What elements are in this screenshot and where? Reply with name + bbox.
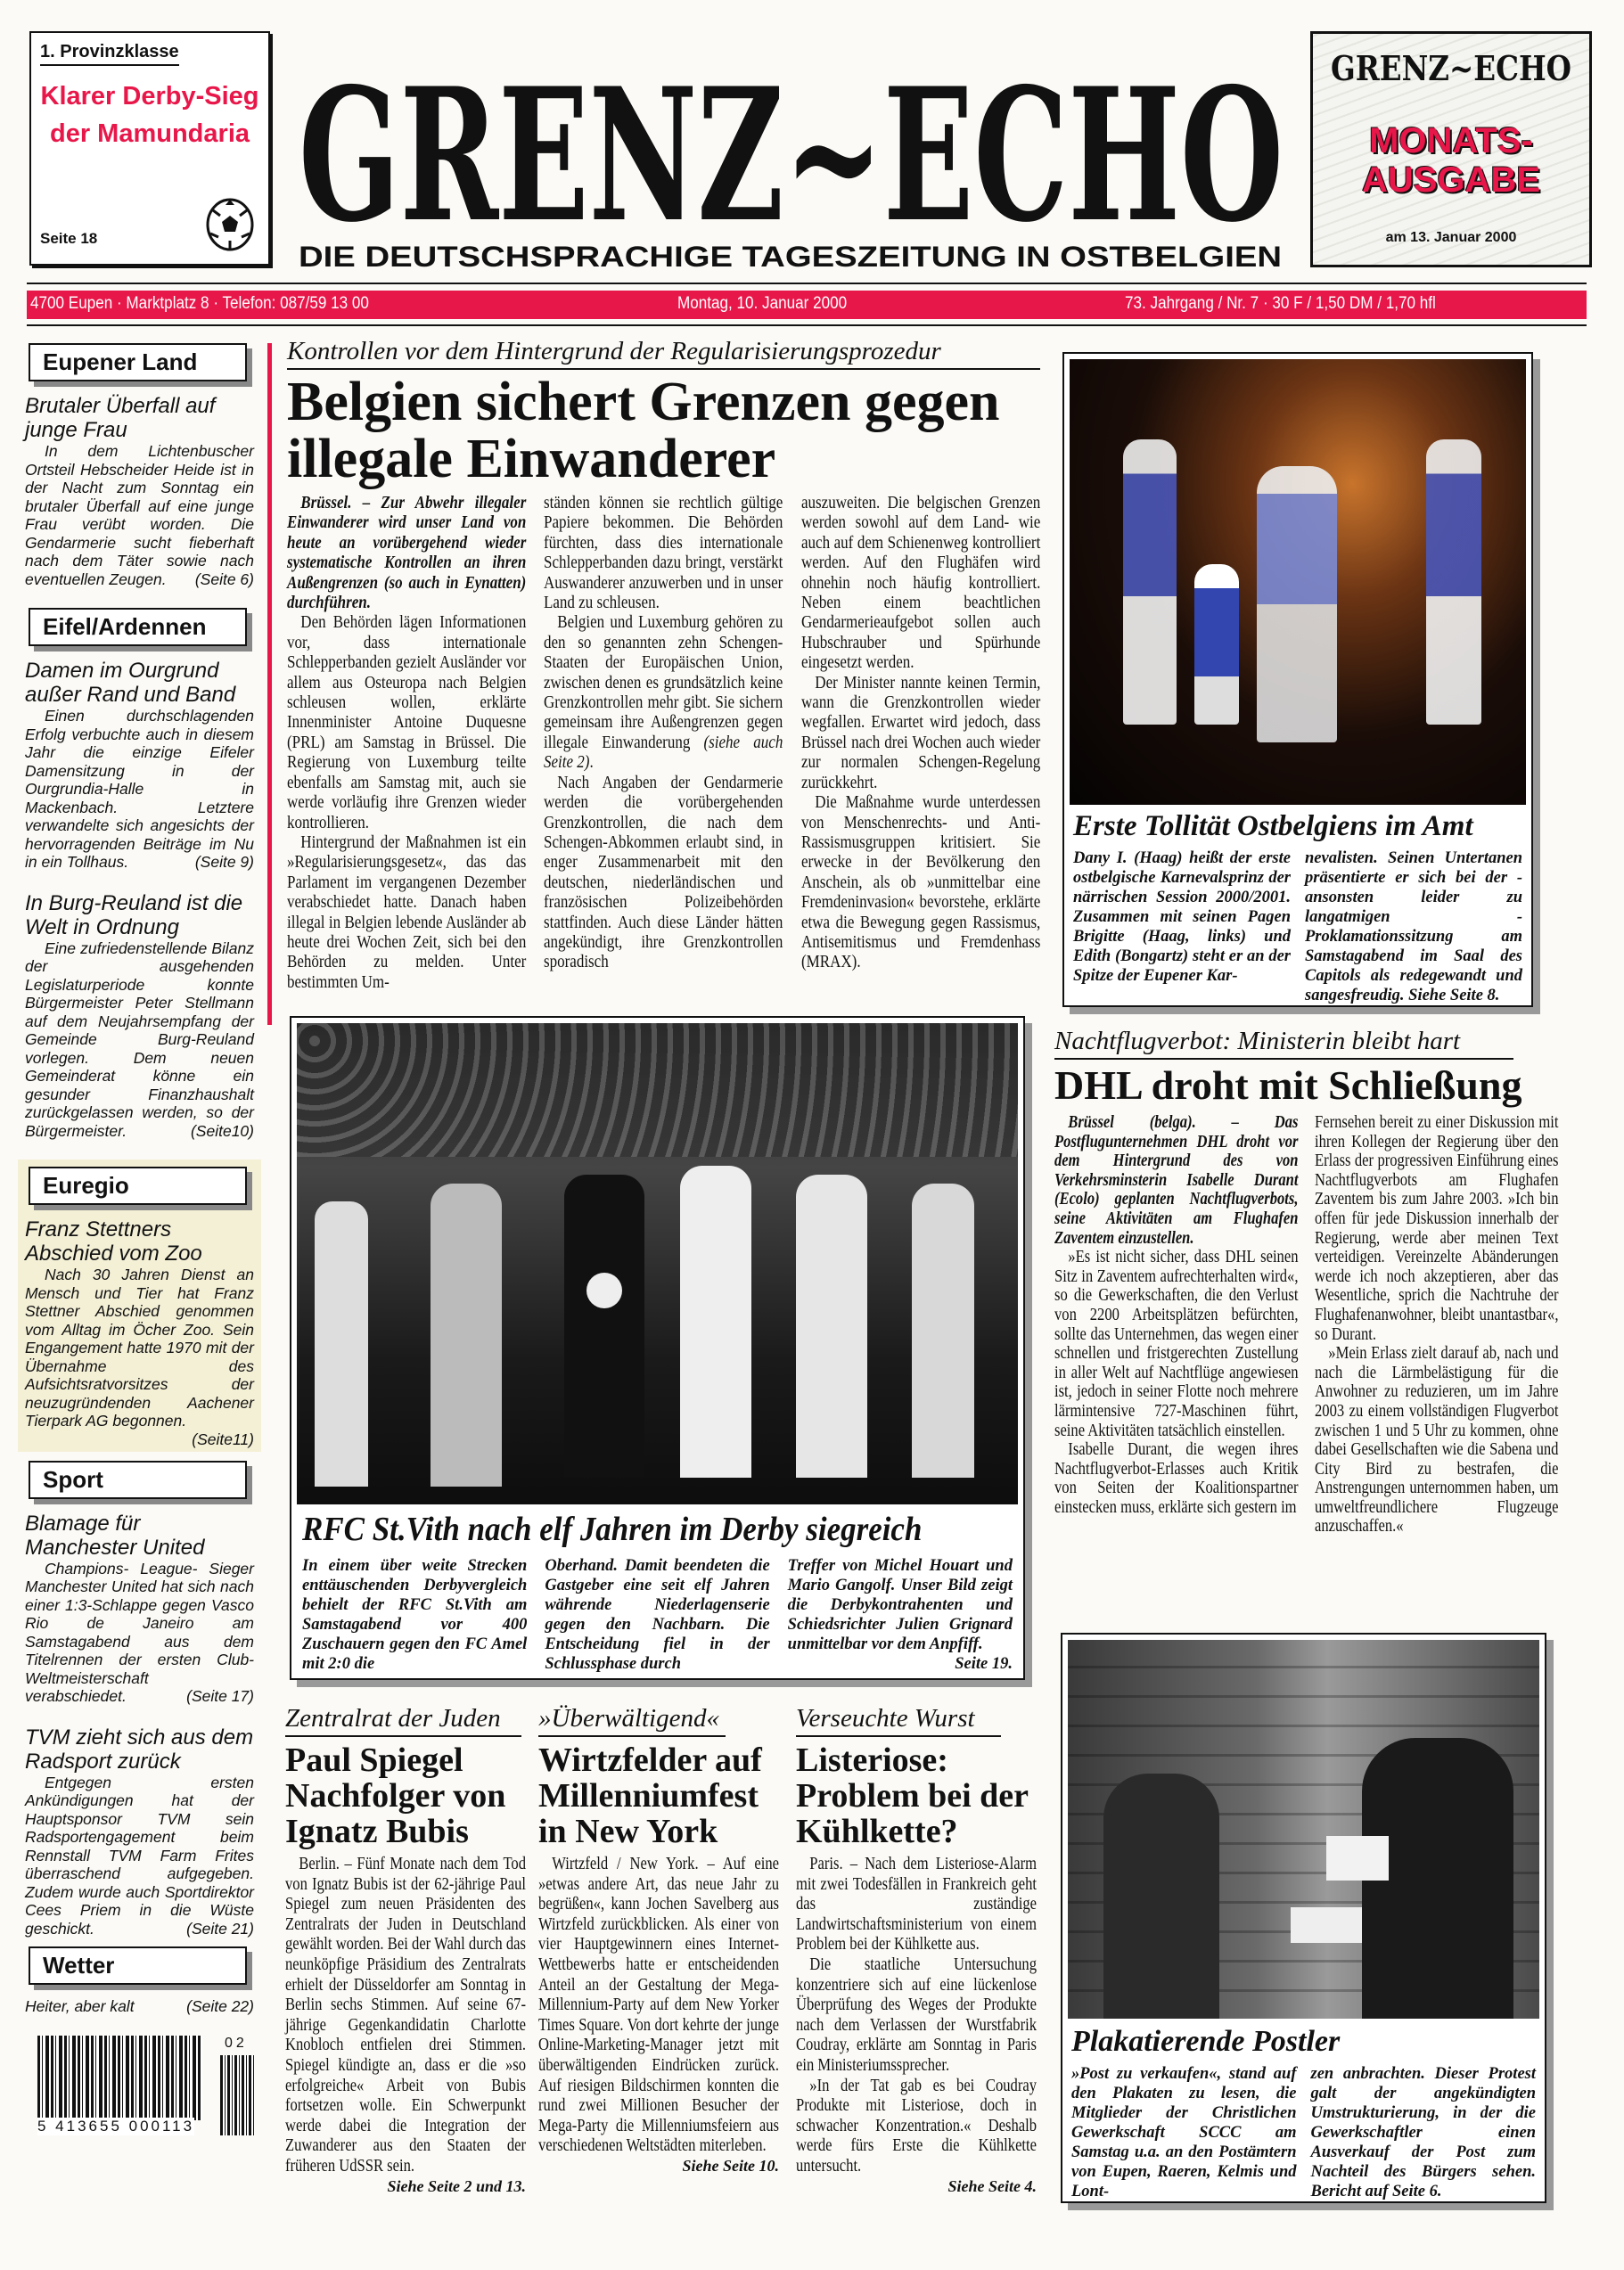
dhl-article <box>1054 1027 1558 1537</box>
info-bar <box>27 291 1587 319</box>
sidebar-item-text: Champions- League- Sieger Manchester United hat sich nach einer 1:3-Schlappe gegen Vasco Rio de Janeiro am Samstagabend aus dem Titelrennen der ersten Club-Weltmeisterschaft verabschiedet. (Seite 17) <box>25 1559 254 1705</box>
caption-text: Oberhand. Damit beendeten die Gastgeber eine seit elf Jahren währende Niederlagenserie gegen den Nachbarn. Die Entscheidung fiel in der Schlussphase durch <box>545 1557 770 1673</box>
sidebar-item-text: Eine zufriedenstellende Bilanz der ausgehenden Legislaturperiode konnte Bürgermeister Peter Stellmann auf dem Neujahrsempfang der Gemeinde Burg-Reuland vorlegen. Dem neuen Gemeinderat könne ein gesunder Finanzhaushalt zurückgelassen werden, so der Bürgermeister. (Seite10) <box>25 938 254 1140</box>
article-headline[interactable]: Wirtzfelder auf Millenniumfest in New York <box>538 1741 762 1850</box>
article-body <box>287 493 1040 992</box>
page-ref: Siehe Seite 10. <box>682 2156 779 2175</box>
article-kicker: Verseuchte Wurst <box>796 1704 1001 1737</box>
divider <box>27 324 1587 326</box>
barcode-bars <box>37 2036 202 2120</box>
section-eupener-land[interactable]: Eupener Land <box>29 343 247 381</box>
listeriose-article <box>796 1704 1037 2196</box>
page-ref: (Seite 9) <box>194 853 254 871</box>
paragraph: Wirtzfeld / New York. – Auf eine »etwas andere Art, das neue Jahr zu begrüßen«, kann Jochen Savelberg aus Wirtzfeld zurückblicken. Als einer von vier Hauptgewinnern eines Internet-Wettbewerbs hatte er entscheidenden Anteil an der Gestaltung der Mega-Millennium-Party auf dem New Yorker Times Square. Von dort kehrte der junge Online-Marketing-Manager jetzt mit überwältigenden Eindrücken zurück. Auf riesigen Bildschirmen konnten die rund zwei Millionen Besucher der Mega-Party die Millenniumsfeiern aus verschiedenen Weltstädten miterleben. <box>538 1855 779 2156</box>
svg-text:GRENZ~ECHO: GRENZ~ECHO <box>1331 48 1571 88</box>
sidebar-item-title[interactable]: In Burg-Reuland ist die Welt in Ordnung <box>25 890 243 939</box>
paragraph: »Mein Erlass zielt darauf ab, nach und nach die Lärmbelästigung für die Anwohner zu reduzieren, um im Jahre 2003 zu einem vollständigen Flugverbot zwischen 1 und 5 Uhr zu kommen, ohne dabei Gesellschaften wie die Sabena und City Bird zu bestrafen, die Anstrengungen unternommen haben, um umweltfreundlichere Flugzeuge anzuschaffen.« <box>1314 1344 1558 1537</box>
teaser-headline: Klarer Derby-Sieg der Mamundaria <box>40 82 259 148</box>
teaser-logo <box>1331 50 1571 86</box>
masthead-subtitle-wrap <box>299 237 1284 273</box>
page-ref: (Seite 22) <box>186 1997 254 2015</box>
derby-caption <box>302 1510 1013 1674</box>
section-sport[interactable]: Sport <box>29 1461 247 1499</box>
article-headline[interactable]: Listeriose: Problem bei der Kühlkette? <box>796 1741 1029 1850</box>
sidebar-item-text: In dem Lichtenbuscher Ortsteil Hebscheider Heide ist in der Nacht zum Sonntag ein brutaler Überfall auf eine junge Frau verübt worden. Die Gendarmerie sucht fieberhaft nach dem Täter sowie nach eventuellen Zeugen. (Seite 6) <box>25 442 254 588</box>
caption-headline[interactable]: Erste Tollität Ostbelgiens im Amt <box>1073 810 1473 842</box>
postler-photo[interactable] <box>1068 1640 1539 2019</box>
paragraph: Hintergrund der Maßnahmen ist ein »Regularisierungsgesetz«, das das Parlament im vergangenen Dezember verabschiedet hatte. Danach haben illegal in Belgien lebende Ausländer ab heute drei Wochen Zeit, sich bei den Behörden zu melden. Unter bestimmten Um- <box>287 832 527 992</box>
main-article <box>287 337 1040 992</box>
section-wetter[interactable]: Wetter <box>29 1946 247 1985</box>
page-ref: Seite 19. <box>955 1655 1013 1673</box>
teaser-derby[interactable] <box>29 31 270 266</box>
paragraph: Fernsehen bereit zu einer Diskussion mit ihren Kollegen der Regierung über den Erlass der progressiven Einführung eines Nachtflugverbots am Flughafen Zaventem bis zum Jahre 2003. »Ich bin offen für jede Diskussion innerhalb der Regierung, werde aber meinen Text verteidigen. Vereinzelte Abänderungen werde ich noch akzeptieren, aber das Wesentliche, sprich die Nachtruhe der Flughafenanwohner, bleibt unantastbar«, so Durant. <box>1314 1113 1558 1344</box>
caption-text: nevalisten. Seinen Untertanen präsentierte er sich bei der - ansonsten leider zu langatmigen - Proklamationssitzung am Samstagabend im Saal des Capitols als redegewandt und sangesfreudig. Siehe Seite 8. <box>1305 849 1522 1004</box>
paragraph: Die Maßnahme wurde unterdessen von Menschenrechts- und Anti-Rassismusgruppen kritisiert. Sie erwecke in der Bevölkerung den Anschein, als ob »unmittelbar eine Fremdeninvasion« bevorstehe, erklärte etwa die Bewegung gegen Rassismus, Antisemitismus und Fremdenhass (MRAX). <box>800 792 1040 972</box>
paragraph: Den Behörden lägen Informationen vor, dass internationale Schlepperbanden gezielt Ausländer vor allem aus Osteuropa nach Belgien schleusen wollen, erklärte Innenminister Antoine Duquesne (PRL) am Samstag in Brüssel. Die Regierung von Luxemburg teilte ebenfalls am Samstag mit, auch sie werde vorläufig ihre Grenzen wieder kontrollieren. <box>287 612 527 832</box>
weather-text: Heiter, aber kalt (Seite 22) <box>25 1997 254 2015</box>
teaser-monatsausgabe[interactable] <box>1310 31 1592 267</box>
paragraph: »In der Tat gab es bei Coudray Produkte mit Listeriose, doch in schwacher Konzentration.« Deshalb werde fürs Erste die Kühlkette untersucht. <box>796 2076 1037 2176</box>
masthead-title: GRENZ~ECHO <box>299 49 1284 263</box>
teaser-date: am 13. Januar 2000 <box>1385 230 1517 245</box>
masthead-subtitle: DIE DEUTSCHSPRACHIGE TAGESZEITUNG IN OSTBELGIEN <box>299 241 1282 273</box>
carnival-photo-box <box>1062 352 1533 1007</box>
paragraph: Berlin. – Fünf Monate nach dem Tod von Ignatz Bubis ist der 62-jährige Paul Spiegel zum neuen Präsidenten des Zentralrats der Juden in Deutschland gewählt worden. Bei der Wahl durch das neunköpfige Präsidium des Zentralrats erhielt der Düsseldorfer am Sonntag in Berlin sechs Stimmen. Auf seine 67-jährige Gegenkandidatin Charlotte Knobloch entfielen drei Stimmen. Spiegel kündigte an, dass er die »so erfolgreiche« Arbeit von Bubis fortsetzen wolle. Ein Schwerpunkt werde dabei die Integration der Zuwanderer aus den Staaten der früheren UdSSR sein. <box>285 1855 526 2176</box>
page-ref: (Seite10) <box>190 1121 254 1140</box>
caption-headline[interactable]: Plakatierende Postler <box>1071 2025 1341 2058</box>
address: 4700 Eupen · Marktplatz 8 · Telefon: 087/59 13 00 <box>30 294 369 313</box>
sidebar-item-title[interactable]: TVM zieht sich aus dem Radsport zurück <box>25 1725 254 1774</box>
postler-caption <box>1071 2025 1536 2201</box>
spiegel-article <box>285 1704 526 2196</box>
sidebar-item-text: Nach 30 Jahren Dienst an Mensch und Tier hat Franz Stettner Abschied genommen vom Alltag im Öcher Zoo. Sein Engangement hatte 1970 mit der Übernahme des Aufsichtsratvorsitzes der neuzugründenden Aachener Tierpark AG begonnen. (Seite11) <box>25 1266 254 1448</box>
paragraph: »Es ist nicht sicher, dass DHL seinen Sitz in Zaventem aufrechterhalten wird«, so die Gewerkschaften, die den Verlust von 2200 Arbeitsplätzen befürchten, sollte das Unternehmen, das wegen einer schnellen und fristgerechten Zustellung in aller Welt auf Nachtflüge angewiesen ist, jedoch in seiner Flotte noch mehrere lärmintensive 727-Maschinen führt, seine Aktivitäten tatsächlich einstellen. <box>1054 1248 1299 1440</box>
article-headline[interactable]: DHL droht mit Schließung <box>1054 1062 1522 1108</box>
caption-headline[interactable]: RFC St.Vith nach elf Jahren im Derby siegreich <box>302 1511 923 1548</box>
section-euregio[interactable]: Euregio <box>29 1167 247 1205</box>
euregio-block <box>18 1160 261 1452</box>
caption-text: Dany I. (Haag) heißt der erste ostbelgische Karnevalsprinz der närrischen Session 2000/2001. Zusammen mit seinen Pagen Brigitte (Haag, links) und Edith (Bongartz) steht er an der Spitze der Eupener Kar- <box>1073 849 1291 985</box>
paragraph: Paris. – Nach dem Listeriose-Alarm mit zwei Todesfällen in Frankreich geht das zuständige Landwirtschaftsministerium von einem Problem bei der Kühlkette aus. <box>796 1855 1037 1954</box>
page-ref: (Seite11) <box>192 1430 254 1448</box>
paragraph: Nach Angaben der Gendarmerie werden die vorübergehenden Grenzkontrollen, die nach dem Schengen-Abkommen erlaubt sind, in enger Zusammenarbeit mit den deutschen, niederländischen und französischen Polizeibehörden stattfinden. Auch diese Länder hätten angekündigt, ihre Grenzkontrollen sporadisch <box>544 772 783 972</box>
carnival-photo[interactable] <box>1070 359 1526 805</box>
paragraph: Belgien und Luxemburg gehören zu den so genannten zehn Schengen-Staaten der Europäischen Union, zwischen denen es grundsätzlich keine Grenzkontrollen mehr gibt. Sie sichern gemeinsam ihre Außengrenzen gegen illegale Einwanderung (siehe auch Seite 2). <box>544 612 783 773</box>
article-kicker: Nachtflugverbot: Ministerin bleibt hart <box>1054 1027 1513 1060</box>
barcode <box>37 2036 254 2141</box>
article-headline[interactable]: Paul Spiegel Nachfolger von Ignatz Bubis <box>285 1741 506 1850</box>
caption-text: In einem über weite Strecken enttäuschenden Derbyvergleich behielt der RFC St.Vith am Samstagabend vor 400 Zuschauern gegen den FC Amel mit 2:0 die <box>302 1557 528 1673</box>
barcode-addon-number: 02 <box>225 2035 248 2051</box>
teaser-page: Seite 18 <box>40 230 98 247</box>
paragraph: auszuweiten. Die belgischen Grenzen werden sowohl auf dem Land- wie auch auf dem Schienenweg kontrolliert werden. Auf den Flughäfen wird ohnehin noch häufig kontrolliert. Neben einem beachtlichen Gendarmerieaufgebot sollen auch Hubschrauber und Spürhunde eingesetzt werden. <box>800 493 1040 673</box>
issue-date: Montag, 10. Januar 2000 <box>677 294 848 313</box>
wirtzfeld-article <box>538 1704 779 2176</box>
paragraph: Isabelle Durant, die wegen ihres Nachtflugverbot-Erlasses auch Kritik von Seiten der Koalitionspartner einstecken muss, erklärte sich gestern im <box>1054 1440 1299 1517</box>
article-kicker: Zentralrat der Juden <box>285 1704 521 1737</box>
derby-photo[interactable] <box>297 1023 1018 1504</box>
sidebar-item-title[interactable]: Blamage für Manchester United <box>25 1511 205 1560</box>
sidebar-item-title[interactable]: Brutaler Überfall auf junge Frau <box>25 394 216 442</box>
paragraph: ständen können sie rechtlich gültige Papiere bekommen. Die Behörden fürchten, dass dies internationale Schlepperbanden dazu bringt, verstärkt Auswanderer anzuwerben und in unser Land zu schleusen. <box>544 493 783 613</box>
page-ref: (Seite 17) <box>186 1687 254 1705</box>
page-ref: (Seite 6) <box>194 570 254 588</box>
page-ref: Siehe Seite 4. <box>947 2176 1037 2195</box>
caption-text: »Post zu verkaufen«, stand auf den Plakaten zu lesen, die Mitglieder der Christlichen Gewerkschaft SCCC am Samstag u.a. an den Postämtern von Eupen, Raeren, Kelmis und Lont- <box>1071 2065 1297 2200</box>
derby-photo-box <box>290 1016 1025 1680</box>
sidebar-item-text: Einen durchschlagenden Erfolg verbuchte auch in diesem Jahr die einzige Eifeler Damensitzung in der Ourgrundia-Halle in Mackenbach. Letztere verwandelte sich angesichts der hervorragenden Beiträge im Nu in ein Tollhaus. (Seite 9) <box>25 707 254 871</box>
page-ref: Siehe Seite 2 und 13. <box>387 2176 526 2195</box>
postler-photo-box <box>1061 1633 1546 2203</box>
article-headline[interactable]: Belgien sichert Grenzen gegen illegale Einwanderer <box>287 372 1000 489</box>
barcode-addon <box>220 2055 254 2135</box>
teaser-headline: MONATS-AUSGABE <box>1361 121 1541 200</box>
paragraph: Die staatliche Untersuchung konzentriere sich auf eine lückenlose Überprüfung des Weges der Produkte nach dem Verlassen der Wurstfabrik Coudray, erklärte am Sonntag in Paris ein Ministeriumssprecher. <box>796 1954 1037 2075</box>
article-lead: Brüssel (belga). – Das Postflugunternehmen DHL droht vor dem Hintergrund des von Verkehrsminsterin Isabelle Durant (Ecolo) geplanten Nachtflugverbots, seine Aktivitäten am Flughafen Zaventem einzustellen. <box>1054 1113 1299 1248</box>
article-kicker: »Überwältigend« <box>538 1704 726 1737</box>
caption-text: zen anbrachten. Dieser Protest galt der angekündigten Umstrukturierung, in der die Gewerkschaftler einen Ausverkauf der Post zum Nachteil des Bürgers sehen. Bericht auf Seite 6. <box>1310 2065 1536 2200</box>
paragraph: Der Minister nannte keinen Termin, wann die Grenzkontrollen wieder wegfallen. Erwartet wird jedoch, dass Brüssel nach drei Wochen auch wieder zur normalen Schengen-Regelung zurückkehrt. <box>800 672 1040 792</box>
sidebar-item-title[interactable]: Damen im Ourgrund außer Rand und Band <box>25 659 236 707</box>
caption-text: Treffer von Michel Houart und Mario Gangolf. Unser Bild zeigt die Derbykontrahenten und Schiedsrichter Julien Grignard unmittelbar vor dem Anpfiff. Seite 19. <box>787 1557 1013 1673</box>
page-ref: (Seite 21) <box>186 1919 254 1938</box>
carnival-caption <box>1073 810 1522 1005</box>
sidebar-item-title[interactable]: Franz Stettners Abschied vom Zoo <box>25 1217 202 1266</box>
sidebar <box>25 343 254 2141</box>
football-icon <box>206 198 254 251</box>
teaser-kicker: 1. Provinzklasse <box>40 42 179 66</box>
issue-info: 73. Jahrgang / Nr. 7 · 30 F / 1,50 DM / 1,70 hfl <box>1125 294 1436 313</box>
divider <box>27 283 1587 284</box>
section-eifel-ardennen[interactable]: Eifel/Ardennen <box>29 608 247 646</box>
accent-rule <box>267 343 272 1025</box>
sidebar-item-text: Entgegen ersten Ankündigungen hat der Hauptsponsor TVM sein Radsportengagement beim Rennstall TVM Farm Frites überraschend aufgegeben. Zudem wurde auch Sportdirektor Cees Priem in die Wüste geschickt. (Seite 21) <box>25 1773 254 1938</box>
barcode-number: 5 413655 000113 <box>37 2117 195 2135</box>
page-ref: (siehe auch Seite 2) <box>544 732 783 773</box>
article-kicker: Kontrollen vor dem Hintergrund der Regularisierungsprozedur <box>287 337 1040 370</box>
article-lead: Brüssel. – Zur Abwehr illegaler Einwanderer wird unser Land von heute an vorübergehend wieder systematische Kontrollen an ihren Außengrenzen (so auch in Eynatten) durchführen. <box>287 493 527 613</box>
